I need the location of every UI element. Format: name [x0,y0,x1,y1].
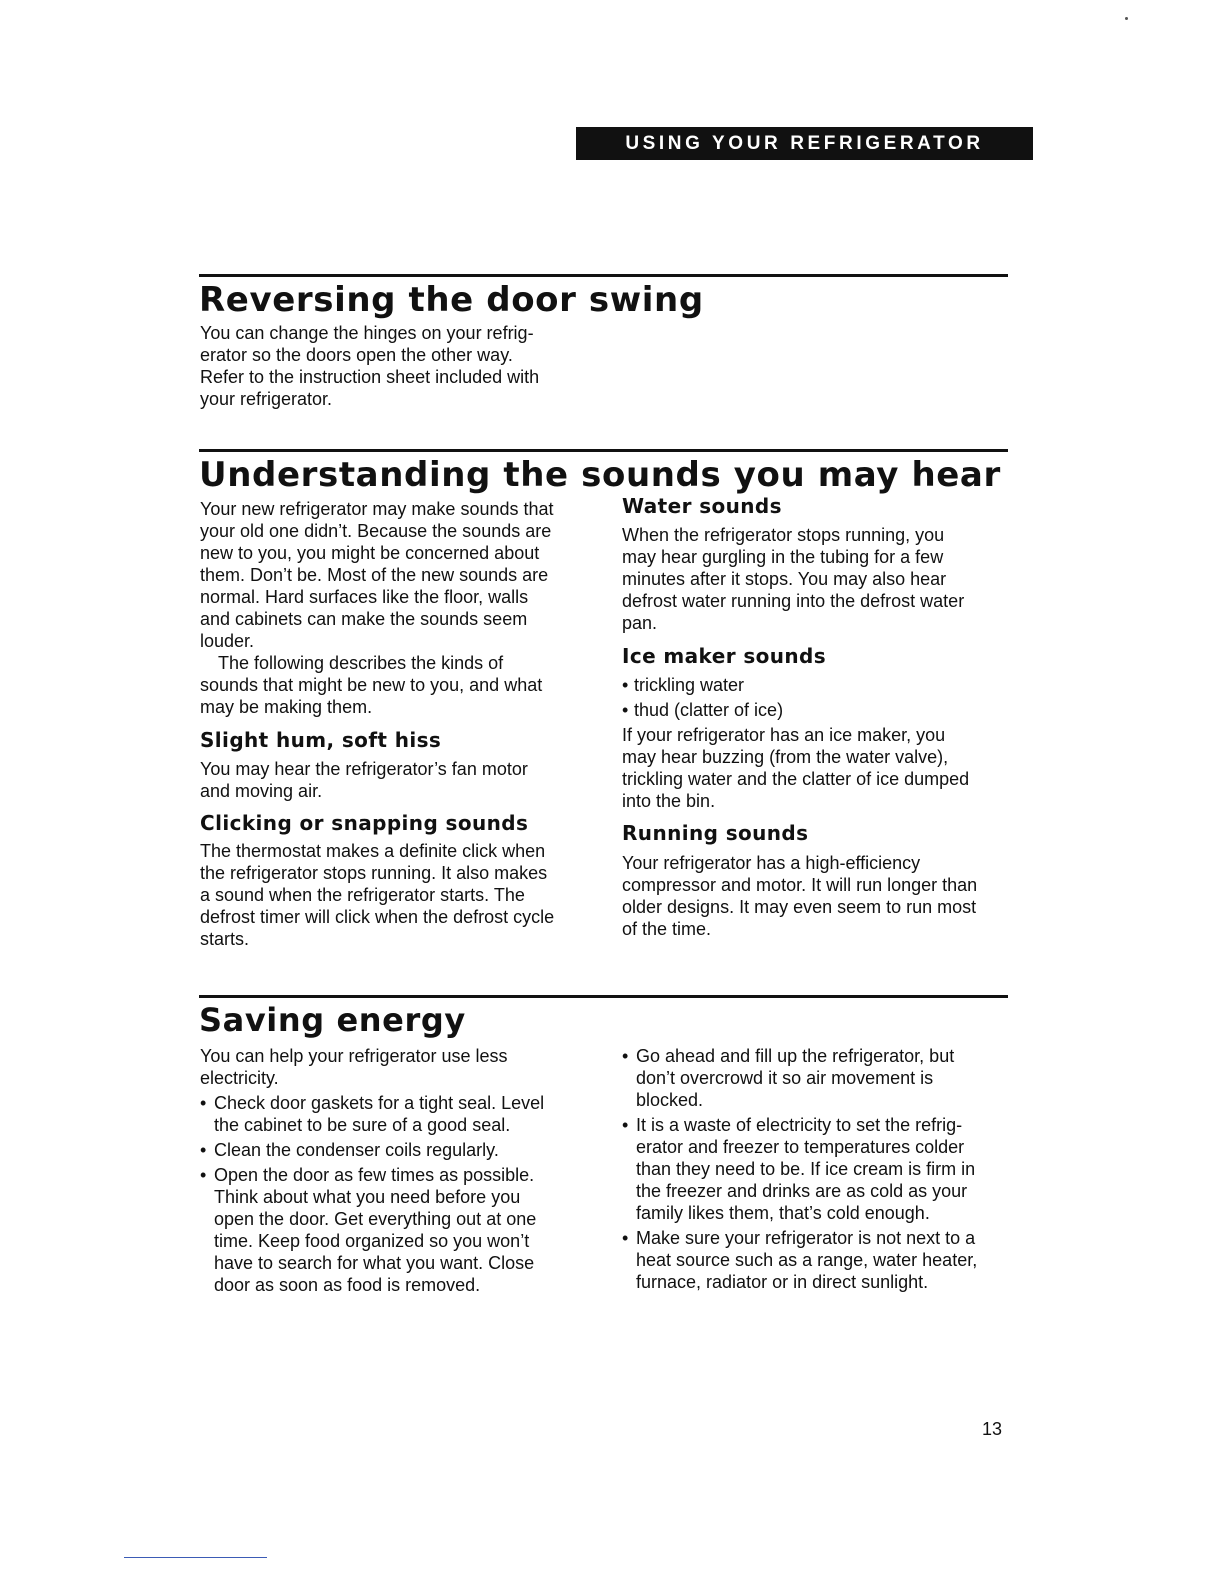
section-rule [199,995,1008,998]
energy-tip-line: • Make sure your refrigerator is not next to a [636,1228,976,1248]
reversing-line: Refer to the instruction sheet included with [200,367,540,387]
sounds-intro-2 [200,652,600,718]
energy-tip [200,1139,600,1161]
reversing-line: your refrigerator. [200,389,333,409]
section-rule [199,274,1008,277]
energy-tip-line: blocked. [636,1090,704,1110]
energy-tip-line: • Go ahead and fill up the refrigerator, but [636,1046,955,1066]
energy-tip-line: • Clean the condenser coils regularly. [214,1140,499,1160]
energy-right-bullet-list [622,1045,1022,1293]
ice-line: into the bin. [622,791,716,811]
sounds-right-column [622,494,1022,940]
energy-tip-line: erator and freezer to temperatures colder [636,1137,965,1157]
energy-intro-line: You can help your refrigerator use less [200,1046,508,1066]
sounds-left-column [200,498,600,950]
section-rule [199,449,1008,452]
page-number: 13 [982,1419,1003,1439]
ice-line: may hear buzzing (from the water valve), [622,747,949,767]
energy-tip-line: have to search for what you want. Close [214,1253,535,1273]
water-heading: Water sounds [622,494,782,518]
hum-heading: Slight hum, soft hiss [200,728,442,752]
running-line: of the time. [622,919,712,939]
sounds-intro-line: your old one didn’t. Because the sounds are [200,521,552,541]
sounds-intro-line: and cabinets can make the sounds seem [200,609,528,629]
sounds-intro-line: Your new refrigerator may make sounds that [200,499,554,519]
energy-left-bullet-list [200,1092,600,1296]
energy-tip [622,1045,1022,1111]
water-line: defrost water running into the defrost water [622,591,965,611]
energy-tip [200,1164,600,1296]
sounds-intro [200,498,600,652]
clicking-body [200,840,600,950]
energy-tip-line: don’t overcrowd it so air movement is [636,1068,934,1088]
ice-heading: Ice maker sounds [622,644,827,668]
reversing-line: erator so the doors open the other way. [200,345,513,365]
energy-tip-line: the cabinet to be sure of a good seal. [214,1115,511,1135]
scan-edge-line [124,1557,267,1558]
water-line: pan. [622,613,658,633]
energy-intro [200,1045,600,1089]
sounds-intro-line: The following describes the kinds of [218,653,504,673]
energy-tip-line: than they need to be. If ice cream is firm in [636,1159,976,1179]
water-line: minutes after it stops. You may also hear [622,569,947,589]
hum-body [200,758,600,802]
clicking-line: defrost timer will click when the defrost cycle [200,907,555,927]
energy-left-column [200,1045,600,1299]
energy-tip [622,1227,1022,1293]
ice-line: If your refrigerator has an ice maker, you [622,725,946,745]
running-line: compressor and motor. It will run longer than [622,875,978,895]
water-body [622,524,1022,634]
running-body [622,852,1022,940]
energy-tip-line: Think about what you need before you [214,1187,521,1207]
energy-tip-line: • Open the door as few times as possible. [214,1165,535,1185]
reversing-title: Reversing the door swing [199,280,704,320]
clicking-heading: Clicking or snapping sounds [200,811,529,835]
clicking-line: The thermostat makes a definite click when [200,841,546,861]
energy-tip-line: open the door. Get everything out at one [214,1209,537,1229]
section-banner: USING YOUR REFRIGERATOR [576,127,1033,160]
energy-tip [622,1114,1022,1224]
ice-bullet: • thud (clatter of ice) [622,699,1022,721]
sounds-intro-line: sounds that might be new to you, and what [200,675,543,695]
hum-line: and moving air. [200,781,323,801]
energy-tip-line: family likes them, that’s cold enough. [636,1203,930,1223]
water-line: may hear gurgling in the tubing for a few [622,547,944,567]
energy-title: Saving energy [199,1001,466,1039]
ice-body [622,724,1022,812]
running-line: Your refrigerator has a high-efficiency [622,853,921,873]
running-heading: Running sounds [622,821,809,845]
running-line: older designs. It may even seem to run most [622,897,977,917]
sounds-intro-line: new to you, you might be concerned about [200,543,540,563]
ice-line: trickling water and the clatter of ice dumped [622,769,970,789]
clicking-line: starts. [200,929,250,949]
energy-tip [200,1092,600,1136]
sounds-intro-line: louder. [200,631,255,651]
clicking-line: a sound when the refrigerator starts. The [200,885,525,905]
energy-tip-line: time. Keep food organized so you won’t [214,1231,530,1251]
energy-right-column [622,1045,1022,1296]
sounds-intro-line: them. Don’t be. Most of the new sounds are [200,565,549,585]
energy-tip-line: • Check door gaskets for a tight seal. Level [214,1093,545,1113]
energy-tip-line: heat source such as a range, water heater, [636,1250,978,1270]
reversing-body [200,322,600,410]
energy-intro-line: electricity. [200,1068,279,1088]
reversing-line: You can change the hinges on your refrig- [200,323,534,343]
ice-bullet: • trickling water [622,674,1022,696]
water-line: When the refrigerator stops running, you [622,525,945,545]
hum-line: You may hear the refrigerator’s fan motor [200,759,528,779]
scan-speck [1125,17,1128,20]
sounds-intro-line: normal. Hard surfaces like the floor, walls [200,587,529,607]
clicking-line: the refrigerator stops running. It also makes [200,863,548,883]
ice-bullet-list [622,674,1022,721]
energy-tip-line: • It is a waste of electricity to set the refrig- [636,1115,963,1135]
energy-tip-line: furnace, radiator or in direct sunlight. [636,1272,929,1292]
sounds-intro-line: may be making them. [200,697,373,717]
sounds-title: Understanding the sounds you may hear [199,455,1001,495]
energy-tip-line: door as soon as food is removed. [214,1275,481,1295]
energy-tip-line: the freezer and drinks are as cold as your [636,1181,968,1201]
